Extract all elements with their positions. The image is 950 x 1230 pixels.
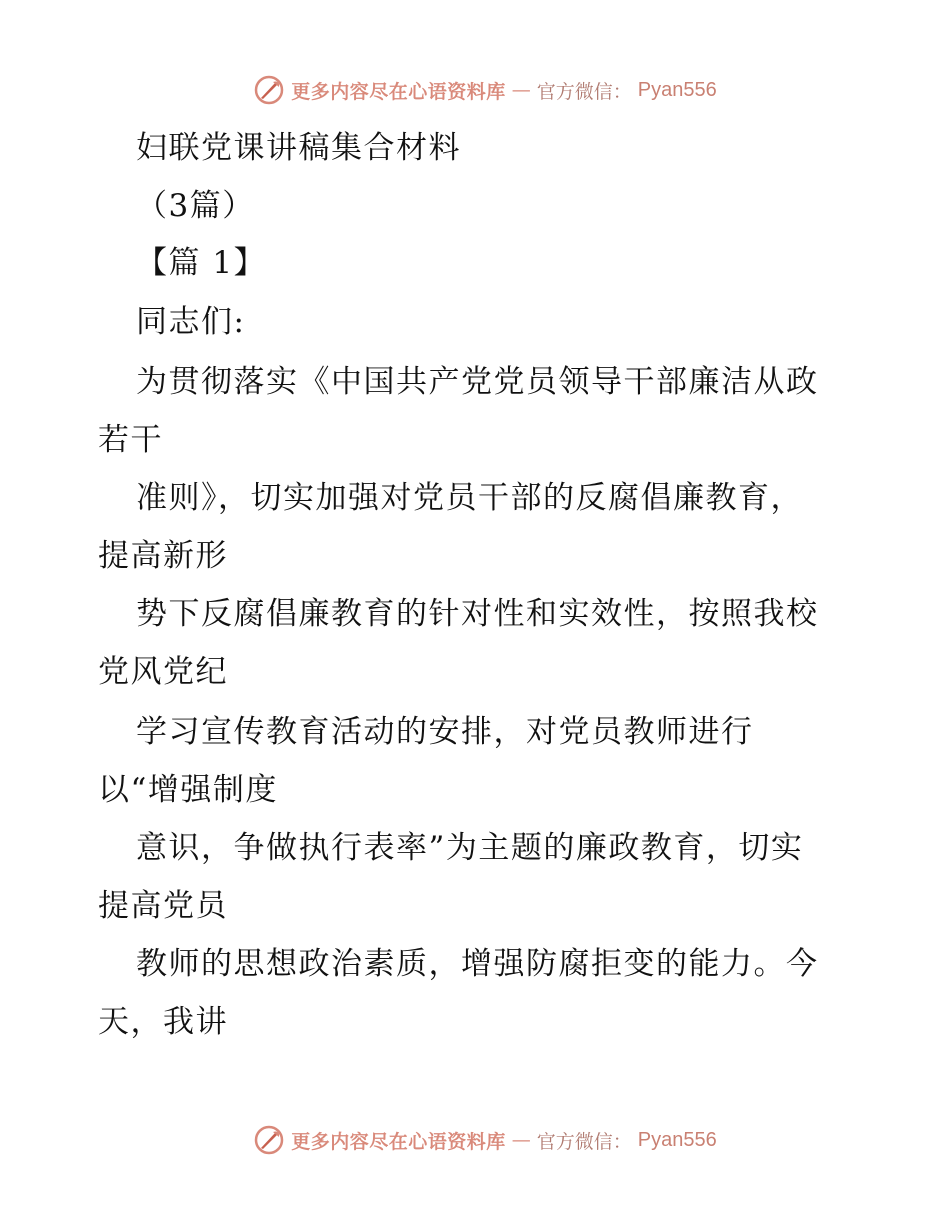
footer-banner — [0, 1120, 950, 1160]
paragraph-line: 以“增强制度 — [98, 772, 278, 808]
banner-wechat-label: 官方微信： — [536, 80, 632, 103]
paragraph-line: 意识，争做执行表率”为主题的廉政教育，切实 — [136, 830, 804, 866]
paragraph-line: 党风党纪 — [98, 654, 228, 690]
banner-dash: — — [511, 79, 531, 101]
banner-wechat-label: 官方微信： — [536, 1130, 632, 1153]
paragraph-line: 教师的思想政治素质，增强防腐拒变的能力。今 — [136, 946, 819, 982]
salutation: 同志们: — [136, 304, 246, 340]
paragraph-line: 学习宣传教育活动的安排，对党员教师进行 — [136, 714, 754, 750]
section-heading: 【篇 1】 — [136, 245, 267, 281]
banner-brand-text: 更多内容尽在心语资料库 — [291, 80, 506, 103]
paragraph-line: 若干 — [98, 422, 163, 458]
banner-wechat-id: Pyan556 — [637, 1128, 717, 1151]
banner-wechat-id: Pyan556 — [637, 78, 717, 101]
paragraph-line: 天，我讲 — [98, 1004, 228, 1040]
document-title: 妇联党课讲稿集合材料 — [136, 130, 461, 166]
document-count-note: （3篇） — [136, 188, 255, 224]
quill-in-circle-icon — [253, 74, 285, 106]
paragraph-line: 准则》，切实加强对党员干部的反腐倡廉教育， — [136, 480, 803, 516]
header-banner — [0, 70, 950, 110]
paragraph-line: 提高党员 — [98, 888, 228, 924]
paragraph-line: 为贯彻落实《中国共产党党员领导干部廉洁从政 — [136, 364, 819, 400]
paragraph-line: 提高新形 — [98, 538, 228, 574]
quill-in-circle-icon — [253, 1124, 285, 1156]
banner-brand-text: 更多内容尽在心语资料库 — [291, 1130, 506, 1153]
paragraph-line: 势下反腐倡廉教育的针对性和实效性，按照我校 — [136, 596, 819, 632]
banner-dash: — — [511, 1129, 531, 1151]
